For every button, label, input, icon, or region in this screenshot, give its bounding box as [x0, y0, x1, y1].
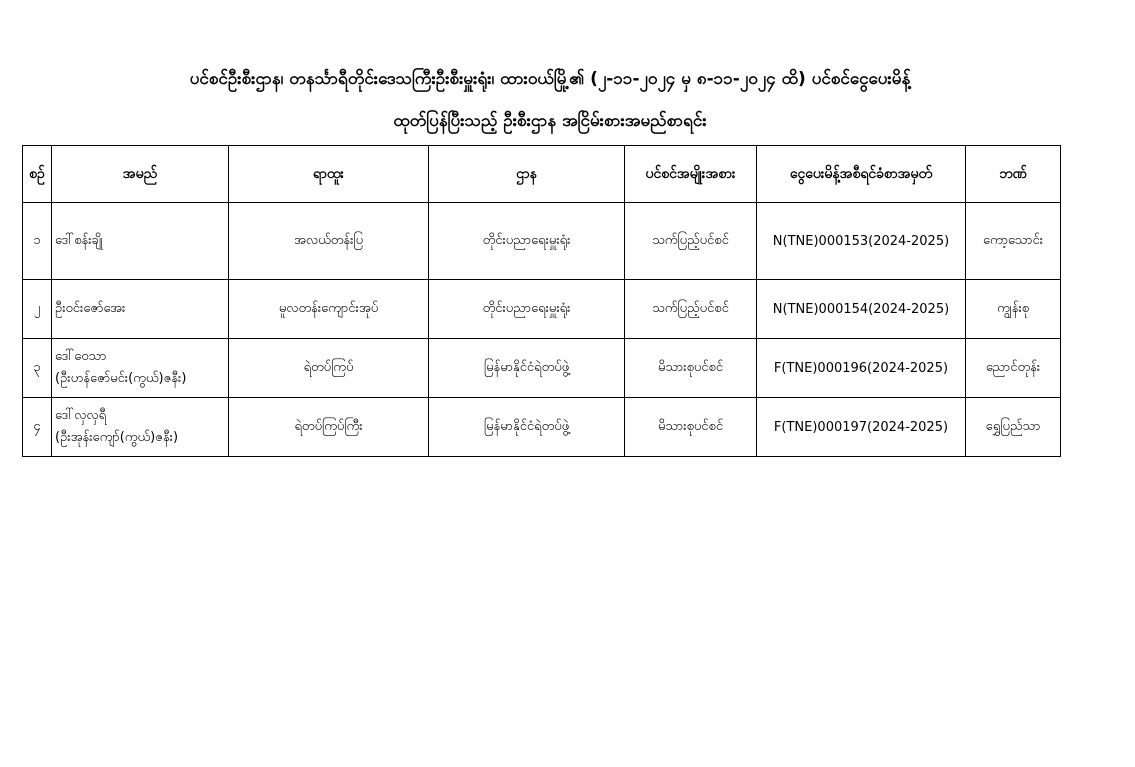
document-title-line-1: ပင်စင်ဦးစီးဌာန၊ တနင်္သာရီတိုင်းဒေသကြီးဦးစီးမှူးရုံး၊ ထားဝယ်မြို့၏ (၂-၁၁-၂၀၂၄ မှ ၈-၁၁-၂၀၂၄ ထိ) ပင်စင်ငွေပေးမိန့် [189, 69, 911, 89]
cell-bank: ကျွန်းစု [966, 280, 1061, 339]
name-spouse-text: (ဦးအုန်းကျော်(ကွယ်)ဇနီး) [55, 430, 179, 445]
name-text: ဦးဝင်းဇော်အေး [55, 301, 126, 316]
cell-serial: ၁ [23, 203, 52, 280]
cell-pension-type: သက်ပြည့်ပင်စင် [625, 203, 757, 280]
cell-department: တိုင်းပညာရေးမှူးရုံး [429, 203, 625, 280]
table-row [23, 203, 1061, 280]
cell-bank: ရွှေပြည်သာ [966, 398, 1061, 457]
header-pension-type: ပင်စင်အမျိုးအစား [625, 146, 757, 203]
cell-department: မြန်မာနိုင်ငံရဲတပ်ဖွဲ့ [429, 339, 625, 398]
cell-name [52, 398, 229, 457]
table-header-row [23, 146, 1061, 203]
cell-bank: ညောင်တုန်း [966, 339, 1061, 398]
cell-order-number: F(TNE)000196(2024-2025) [757, 339, 966, 398]
cell-name [52, 280, 229, 339]
header-name: အမည် [52, 146, 229, 203]
name-spouse-text: (ဦးဟန်ဇော်မင်း(ကွယ်)ဇနီး) [55, 371, 187, 386]
cell-department: တိုင်းပညာရေးမှူးရုံး [429, 280, 625, 339]
cell-name [52, 339, 229, 398]
cell-department: မြန်မာနိုင်ငံရဲတပ်ဖွဲ့ [429, 398, 625, 457]
name-text: ဒေါ်ဝေသာ [55, 349, 107, 364]
header-order-number: ငွေပေးမိန့်အစီရင်ခံစာအမှတ် [757, 146, 966, 203]
cell-order-number: N(TNE)000153(2024-2025) [757, 203, 966, 280]
cell-rank: အလယ်တန်းပြ [229, 203, 429, 280]
cell-serial: ၂ [23, 280, 52, 339]
cell-bank: ကော့သောင်း [966, 203, 1061, 280]
cell-rank: မူလတန်းကျောင်းအုပ် [229, 280, 429, 339]
pensioner-table [22, 145, 1061, 457]
header-serial: စဉ် [23, 146, 52, 203]
header-department: ဌာန [429, 146, 625, 203]
cell-rank: ရဲတပ်ကြပ်ကြီး [229, 398, 429, 457]
table-row [23, 280, 1061, 339]
name-text: ဒေါ်စန်းချို [55, 233, 103, 248]
document-title-line-2: ထုတ်ပြန်ပြီးသည့် ဦးစီးဌာန အငြိမ်းစားအမည်စာရင်း [393, 111, 707, 131]
name-text: ဒေါ်လှလှရီ [55, 408, 107, 423]
cell-pension-type: မိသားစုပင်စင် [625, 398, 757, 457]
cell-rank: ရဲတပ်ကြပ် [229, 339, 429, 398]
cell-name [52, 203, 229, 280]
header-bank: ဘဏ် [966, 146, 1061, 203]
cell-order-number: F(TNE)000197(2024-2025) [757, 398, 966, 457]
cell-serial: ၃ [23, 339, 52, 398]
table-row [23, 339, 1061, 398]
cell-pension-type: မိသားစုပင်စင် [625, 339, 757, 398]
header-rank: ရာထူး [229, 146, 429, 203]
table-row [23, 398, 1061, 457]
cell-order-number: N(TNE)000154(2024-2025) [757, 280, 966, 339]
cell-serial: ၄ [23, 398, 52, 457]
cell-pension-type: သက်ပြည့်ပင်စင် [625, 280, 757, 339]
